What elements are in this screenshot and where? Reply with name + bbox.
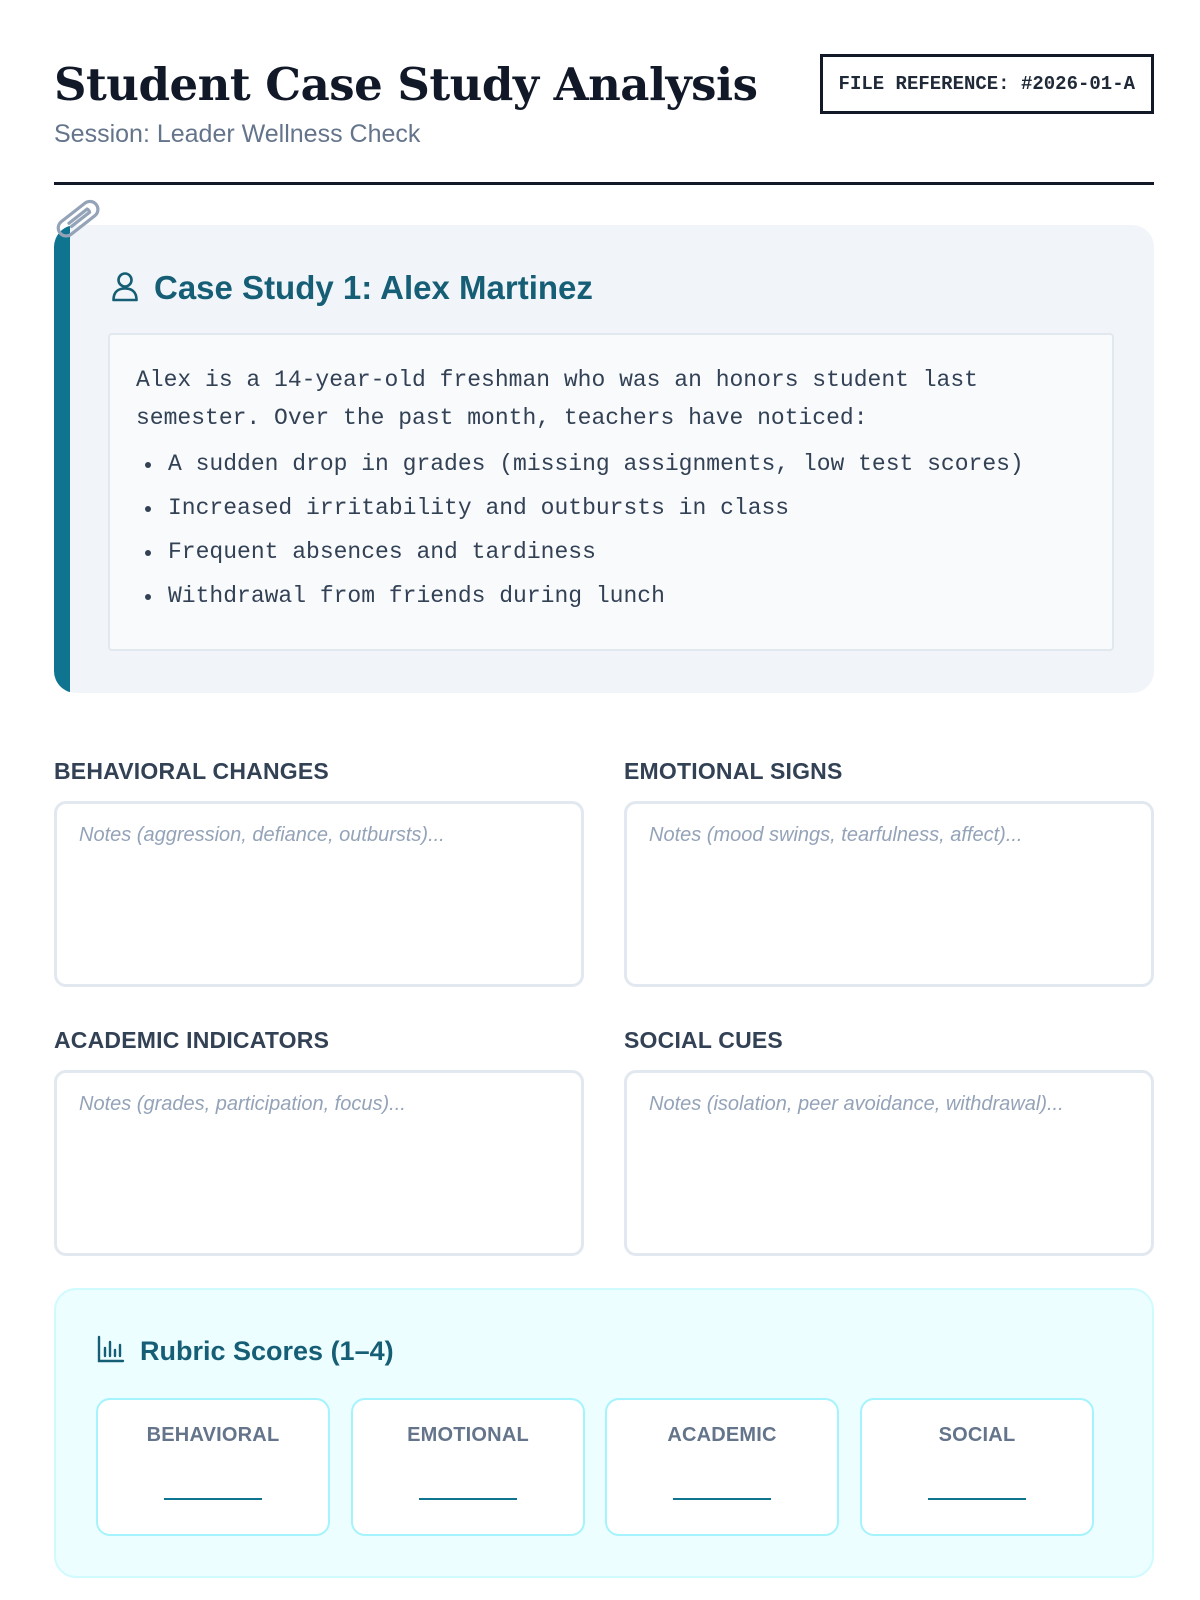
list-item: Frequent absences and tardiness [136,537,1086,567]
behavioral-changes-label: BEHAVIORAL CHANGES [54,758,329,784]
list-item: A sudden drop in grades (missing assignments, low test scores) [136,449,1086,479]
academic-notes-box[interactable] [54,1070,584,1256]
score-entry-line[interactable] [164,1498,262,1500]
emotional-signs-label: EMOTIONAL SIGNS [624,758,843,784]
list-item: Withdrawal from friends during lunch [136,581,1086,611]
case-description [108,333,1114,651]
case-card-accent-bar [54,225,70,693]
header [54,54,1154,184]
session-subtitle: Session: Leader Wellness Check [54,120,421,148]
case-intro-text: Alex is a 14-year-old freshman who was an honors student last semester. Over the past month, teachers have noticed: [136,367,978,431]
academic-indicators-section [54,1027,584,1256]
emotional-notes-input[interactable] [649,824,1129,964]
emotional-notes-box[interactable] [624,801,1154,987]
score-label: ACADEMIC [667,1424,777,1446]
rubric-title: Rubric Scores (1–4) [140,1336,394,1366]
rubric-panel [54,1288,1154,1578]
observations-list [136,449,1086,611]
social-notes-input[interactable] [649,1093,1129,1233]
user-icon [110,270,140,307]
score-card-behavioral[interactable] [96,1398,330,1536]
score-label: BEHAVIORAL [146,1424,280,1446]
page [54,0,1154,1600]
behavioral-notes-input[interactable] [79,824,559,964]
header-divider [54,182,1154,185]
bar-chart-icon [96,1334,126,1369]
behavioral-changes-section [54,758,584,987]
list-item: Increased irritability and outbursts in class [136,493,1086,523]
score-card-social[interactable] [860,1398,1094,1536]
academic-notes-input[interactable] [79,1093,559,1233]
page-title: Student Case Study Analysis [54,58,758,111]
case-study-card [54,225,1154,693]
behavioral-notes-box[interactable] [54,801,584,987]
social-cues-label: SOCIAL CUES [624,1027,783,1053]
academic-indicators-label: ACADEMIC INDICATORS [54,1027,330,1053]
paperclip-icon [56,198,110,252]
case-study-title: Case Study 1: Alex Martinez [154,269,593,306]
case-study-heading [110,269,593,307]
social-cues-section [624,1027,1154,1256]
score-label: SOCIAL [938,1424,1016,1446]
score-card-emotional[interactable] [351,1398,585,1536]
score-entry-line[interactable] [673,1498,771,1500]
emotional-signs-section [624,758,1154,987]
score-card-academic[interactable] [605,1398,839,1536]
score-entry-line[interactable] [928,1498,1026,1500]
score-label: EMOTIONAL [407,1424,529,1446]
score-entry-line[interactable] [419,1498,517,1500]
social-notes-box[interactable] [624,1070,1154,1256]
file-reference-badge: FILE REFERENCE: #2026-01-A [820,54,1154,114]
rubric-heading [96,1334,394,1369]
